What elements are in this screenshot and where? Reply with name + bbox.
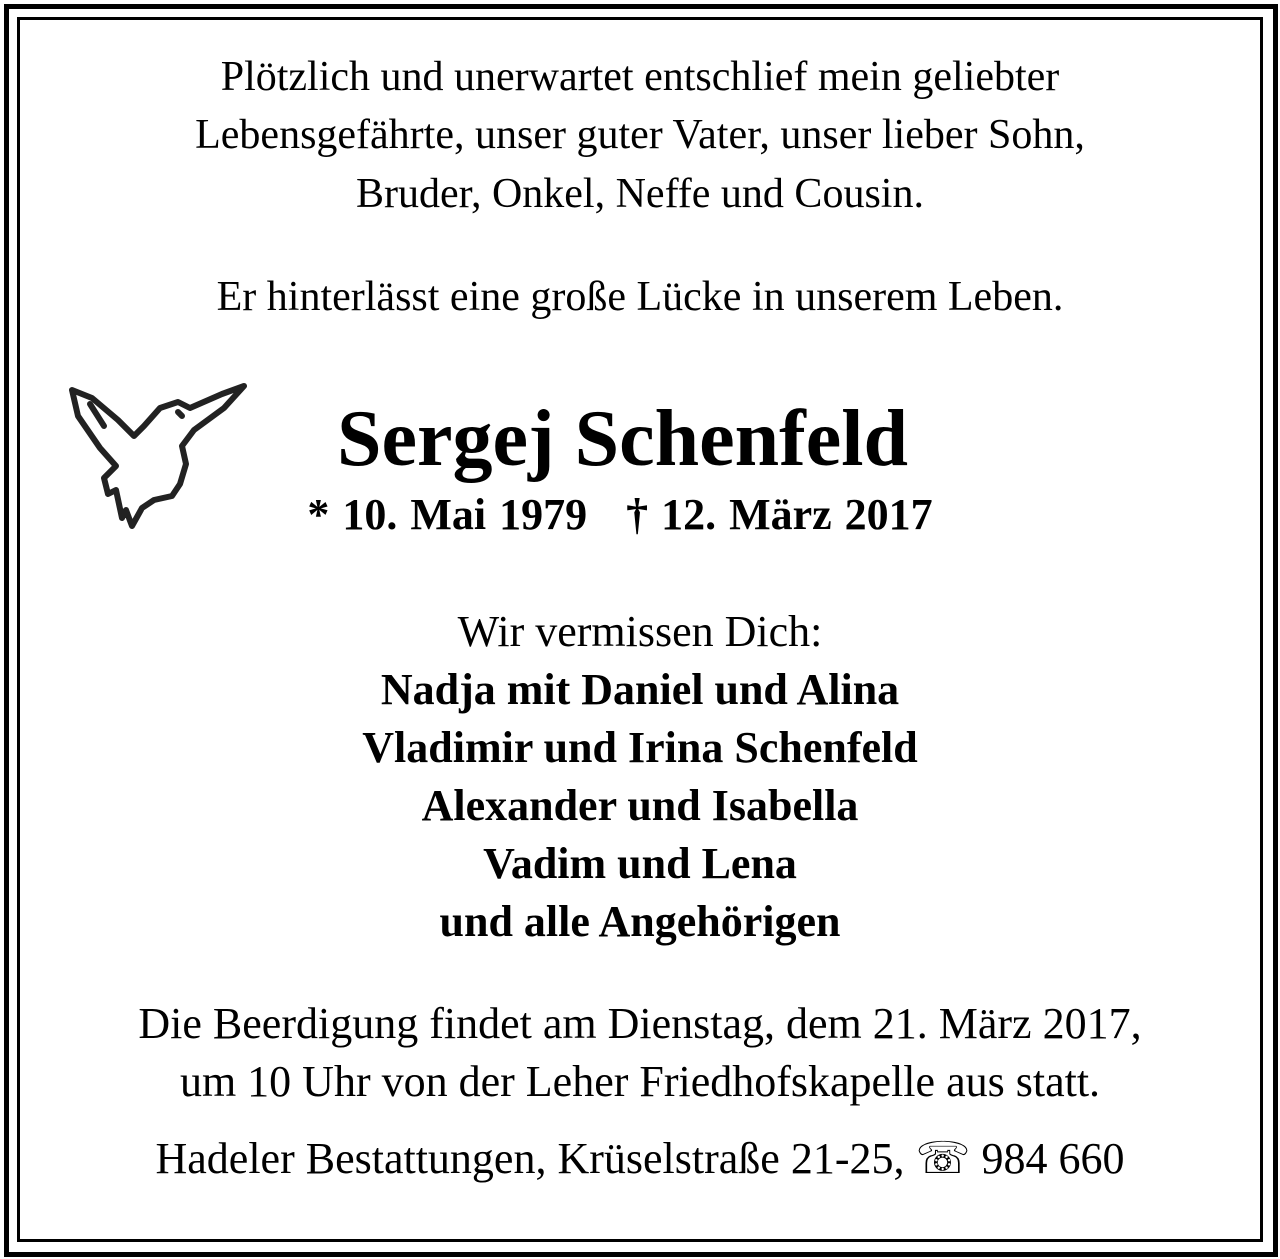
deceased-name: Sergej Schenfeld xyxy=(336,395,908,483)
funeral-line-2: um 10 Uhr von der Leher Friedhofskapelle aus statt. xyxy=(179,1057,1101,1106)
intro-line-3: Bruder, Onkel, Neffe und Cousin. xyxy=(356,171,924,217)
mourners-heading: Wir vermissen Dich: xyxy=(457,607,823,656)
mourner-name: Alexander und Isabella xyxy=(421,781,859,830)
funeral-line-1: Die Beerdigung findet am Dienstag, dem 21. März 2017, xyxy=(138,999,1142,1048)
intro-line-2: Lebensgefährte, unser guter Vater, unser lieber Sohn, xyxy=(195,112,1085,158)
deceased-dates: * 10. Mai 1979 † 12. März 2017 xyxy=(307,490,933,539)
mourner-name: Vadim und Lena xyxy=(483,839,797,888)
mourner-name: Nadja mit Daniel und Alina xyxy=(380,665,900,714)
mourner-name: Vladimir und Irina Schenfeld xyxy=(362,723,918,772)
intro-gap-line: Er hinterlässt eine große Lücke in unserem Leben. xyxy=(216,274,1064,320)
mourner-name: und alle Angehörigen xyxy=(439,897,841,946)
intro-line-1: Plötzlich und unerwartet entschlief mein geliebter xyxy=(220,54,1060,100)
undertaker-line: Hadeler Bestattungen, Krüselstraße 21-25, ☏ 984 660 xyxy=(155,1134,1125,1183)
dove-icon xyxy=(60,368,270,546)
